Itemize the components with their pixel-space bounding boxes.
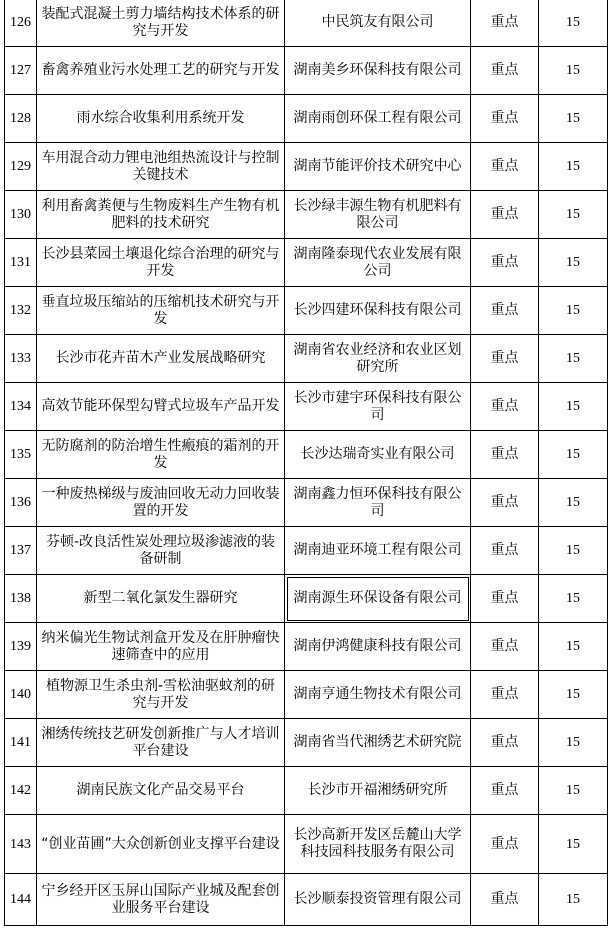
priority-level[interactable]: 重点 [471,815,539,874]
project-name[interactable]: 车用混合动力锂电池组热流设计与控制关键技术 [37,143,285,191]
priority-level[interactable]: 重点 [471,335,539,383]
row-number[interactable]: 137 [5,527,37,575]
priority-level[interactable]: 重点 [471,47,539,95]
funding-amount[interactable]: 15 [539,383,608,431]
project-name[interactable]: 新型二氧化氯发生器研究 [37,575,285,623]
organization-name[interactable]: 长沙市建宇环保科技有限公司 [285,383,471,431]
organization-name[interactable]: 湖南节能评价技术研究中心 [285,143,471,191]
row-number[interactable]: 135 [5,431,37,479]
table-row [5,95,608,143]
priority-level[interactable]: 重点 [471,719,539,767]
row-number[interactable]: 130 [5,191,37,239]
row-number[interactable]: 144 [5,874,37,926]
priority-level[interactable]: 重点 [471,527,539,575]
row-number[interactable]: 131 [5,239,37,287]
row-number[interactable]: 134 [5,383,37,431]
table-row [5,671,608,719]
project-name[interactable]: 畜禽养殖业污水处理工艺的研究与开发 [37,47,285,95]
priority-level[interactable]: 重点 [471,623,539,671]
project-name[interactable]: 长沙市花卉苗木产业发展战略研究 [37,335,285,383]
organization-name[interactable]: 长沙市开福湘绣研究所 [285,767,471,815]
table-row [5,623,608,671]
row-number[interactable]: 140 [5,671,37,719]
funding-amount[interactable]: 15 [539,191,608,239]
row-number[interactable]: 132 [5,287,37,335]
organization-name[interactable]: 湖南雨创环保工程有限公司 [285,95,471,143]
table-row [5,191,608,239]
row-number[interactable]: 133 [5,335,37,383]
organization-name[interactable]: 湖南省农业经济和农业区划研究所 [285,335,471,383]
table-row [5,874,608,926]
priority-level[interactable]: 重点 [471,431,539,479]
funding-amount[interactable]: 15 [539,431,608,479]
project-name[interactable]: 垂直垃圾压缩站的压缩机技术研究与开发 [37,287,285,335]
funding-amount[interactable]: 15 [539,287,608,335]
project-name[interactable]: 湖南民族文化产品交易平台 [37,767,285,815]
priority-level[interactable]: 重点 [471,287,539,335]
table-row [5,719,608,767]
priority-level[interactable]: 重点 [471,767,539,815]
row-number[interactable]: 126 [5,0,37,47]
priority-level[interactable]: 重点 [471,0,539,47]
table-row [5,575,608,623]
organization-name[interactable]: 湖南省当代湘绣艺术研究院 [285,719,471,767]
organization-name[interactable]: 湖南美乡环保科技有限公司 [285,47,471,95]
funding-amount[interactable]: 15 [539,671,608,719]
funding-amount[interactable]: 15 [539,623,608,671]
row-number[interactable]: 142 [5,767,37,815]
funding-amount[interactable]: 15 [539,0,608,47]
table-row [5,767,608,815]
priority-level[interactable]: 重点 [471,191,539,239]
funding-amount[interactable]: 15 [539,47,608,95]
row-number[interactable]: 143 [5,815,37,874]
row-number[interactable]: 127 [5,47,37,95]
organization-name[interactable]: 湖南亨通生物技术有限公司 [285,671,471,719]
priority-level[interactable]: 重点 [471,874,539,926]
funding-amount[interactable]: 15 [539,95,608,143]
table-row [5,815,608,874]
table-row [5,335,608,383]
funding-amount[interactable]: 15 [539,815,608,874]
priority-level[interactable]: 重点 [471,671,539,719]
organization-name[interactable]: 湖南源生环保设备有限公司 [285,575,471,623]
table-row [5,287,608,335]
priority-level[interactable]: 重点 [471,383,539,431]
organization-name[interactable]: 长沙高新开发区岳麓山大学科技园科技服务有限公司 [285,815,471,874]
project-name[interactable]: 植物源卫生杀虫剂-雪松油驱蚊剂的研究与开发 [37,671,285,719]
organization-name[interactable]: 湖南伊鸿健康科技有限公司 [285,623,471,671]
priority-level[interactable]: 重点 [471,95,539,143]
project-name[interactable]: 装配式混凝土剪力墙结构技术体系的研究与开发 [37,0,285,47]
table-row [5,47,608,95]
project-name[interactable]: 宁乡经开区玉屏山国际产业城及配套创业服务平台建设 [37,874,285,926]
project-name[interactable]: 无防腐剂的防治增生性瘢痕的霜剂的开发 [37,431,285,479]
organization-name[interactable]: 湖南鑫力恒环保科技有限公司 [285,479,471,527]
table-row [5,0,608,47]
project-table [4,0,608,926]
table-row [5,383,608,431]
project-name[interactable]: 高效节能环保型勾臂式垃圾车产品开发 [37,383,285,431]
organization-name[interactable]: 长沙四建环保科技有限公司 [285,287,471,335]
organization-name[interactable]: 湖南隆泰现代农业发展有限公司 [285,239,471,287]
funding-amount[interactable]: 15 [539,143,608,191]
funding-amount[interactable]: 15 [539,335,608,383]
row-number[interactable]: 138 [5,575,37,623]
project-name[interactable]: 利用畜禽粪便与生物废料生产生物有机肥料的技术研究 [37,191,285,239]
project-name[interactable]: 一种废热梯级与废油回收无动力回收装置的开发 [37,479,285,527]
funding-amount[interactable]: 15 [539,719,608,767]
table-row [5,527,608,575]
priority-level[interactable]: 重点 [471,575,539,623]
table-row [5,431,608,479]
table-row [5,143,608,191]
funding-amount[interactable]: 15 [539,767,608,815]
funding-amount[interactable]: 15 [539,527,608,575]
organization-name[interactable]: 长沙达瑞奇实业有限公司 [285,431,471,479]
project-name[interactable]: 芬顿-改良活性炭处理垃圾渗滤液的装备研制 [37,527,285,575]
priority-level[interactable]: 重点 [471,143,539,191]
priority-level[interactable]: 重点 [471,479,539,527]
funding-amount[interactable]: 15 [539,575,608,623]
table-row [5,479,608,527]
table-body [5,0,608,926]
row-number[interactable]: 128 [5,95,37,143]
priority-level[interactable]: 重点 [471,239,539,287]
organization-name[interactable]: 长沙顺泰投资管理有限公司 [285,874,471,926]
organization-name[interactable]: 中民筑友有限公司 [285,0,471,47]
project-name[interactable]: 纳米偏光生物试剂盒开发及在肝肿瘤快速筛查中的应用 [37,623,285,671]
organization-name[interactable]: 长沙绿丰源生物有机肥料有限公司 [285,191,471,239]
row-number[interactable]: 136 [5,479,37,527]
row-number[interactable]: 139 [5,623,37,671]
project-name[interactable]: 长沙县菜园土壤退化综合治理的研究与开发 [37,239,285,287]
table-row [5,239,608,287]
project-name[interactable]: “创业苗圃”大众创新创业支撑平台建设 [37,815,285,874]
project-name[interactable]: 雨水综合收集利用系统开发 [37,95,285,143]
row-number[interactable]: 141 [5,719,37,767]
funding-amount[interactable]: 15 [539,479,608,527]
funding-amount[interactable]: 15 [539,874,608,926]
row-number[interactable]: 129 [5,143,37,191]
project-name[interactable]: 湘绣传统技艺研发创新推广与人才培训平台建设 [37,719,285,767]
funding-amount[interactable]: 15 [539,239,608,287]
organization-name[interactable]: 湖南迪亚环境工程有限公司 [285,527,471,575]
